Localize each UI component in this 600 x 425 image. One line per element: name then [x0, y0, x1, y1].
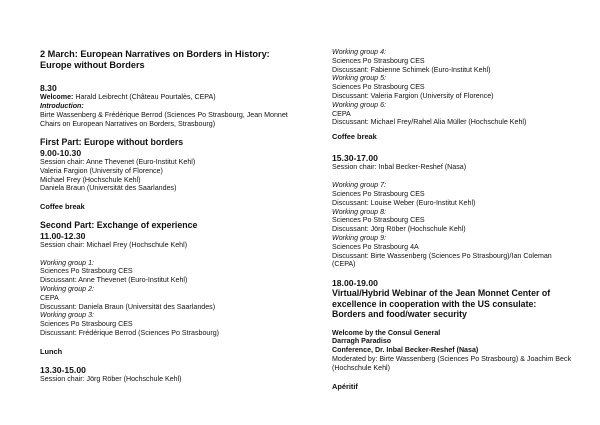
working-group-line: CEPA [332, 109, 351, 118]
working-group-label: Working group 8: [332, 207, 387, 216]
part1-line: Session chair: Anne Thevenet (Euro-Institut Kehl) [40, 158, 196, 166]
working-group-label: Working group 6: [332, 100, 387, 109]
session-chair: Session chair: Inbal Becker-Reshef (Nasa) [332, 163, 467, 172]
welcome-label: Welcome: [40, 93, 74, 102]
welcome-time: 8.30 [40, 83, 57, 93]
working-group-line: Sciences Po Strasbourg CES [332, 189, 425, 198]
welcome-text: Harald Leibrecht (Château Pourtalès, CEPA) [73, 93, 216, 102]
working-group-line: Sciences Po Strasbourg CES [332, 83, 425, 92]
working-group-line: Sciences Po Strasbourg CES [332, 56, 425, 65]
working-group-line: Sciences Po Strasbourg 4A [332, 242, 419, 251]
intro-label: Introduction: [40, 102, 84, 110]
working-group-line: Discussant: Anne Thevenet (Euro-Institut Kehl) [40, 276, 188, 285]
webinar-time: 18.00-19.00 [332, 278, 378, 289]
working-group-line: Discussant: Daniela Braun (Universität des Saarlandes) [40, 302, 216, 311]
part2-time: 11.00-12.30 [40, 230, 86, 241]
conference-line: Conference, Dr. Inbal Becker-Reshef (Nasa) [332, 346, 479, 355]
welcome-line [40, 93, 290, 102]
left-column [40, 49, 290, 384]
working-group-line: Discussant: Louise Weber (Euro-Institut Kehl) [332, 198, 476, 207]
consul-welcome: Welcome by the Consul General [332, 328, 441, 337]
working-group-label: Working group 4: [332, 48, 387, 56]
working-group-line: Discussant: Michael Frey/Rahel Alia Müller (Hochschule Kehl) [332, 118, 527, 127]
working-group-line: CEPA [40, 293, 59, 302]
right-column [332, 48, 572, 391]
part2-chair: Session chair: Michael Frey (Hochschule Kehl) [40, 240, 188, 249]
working-group-line: Discussant: Fabienne Schimek (Euro-Institut Kehl) [332, 65, 491, 74]
working-group-line: Discussant: Jörg Röber (Hochschule Kehl) [332, 225, 466, 234]
day-title: 2 March: European Narratives on Borders in History: Europe without Borders [40, 49, 270, 70]
session-time: 15.30-17.00 [332, 153, 378, 164]
working-group-label: Working group 1: [40, 258, 95, 267]
working-group-line: Discussant: Frédérique Berrod (Sciences Po Strasbourg) [40, 328, 219, 337]
working-group-label: Working group 5: [332, 74, 387, 83]
working-group-line: Sciences Po Strasbourg CES [40, 267, 133, 276]
working-group-line: Sciences Po Strasbourg CES [332, 216, 425, 225]
working-group-line: Discussant: Birte Wassenberg (Sciences Po Strasbourg)/Ian Coleman (CEPA) [332, 251, 552, 269]
moderated-line: Moderated by: Birte Wassenberg (Sciences Po Strasbourg) & Joachim Beck (Hochschule Kehl) [332, 354, 572, 372]
working-group-label: Working group 7: [332, 181, 387, 190]
coffee-break: Coffee break [332, 132, 377, 142]
consul-name: Darragh Paradiso [332, 337, 392, 346]
part1-line: Michael Frey (Hochschule Kehl) [40, 175, 141, 184]
working-group-label: Working group 3: [40, 311, 95, 320]
afternoon-chair: Session chair: Jörg Röber (Hochschule Kehl) [40, 374, 182, 383]
intro-text: Birte Wassenberg & Frédérique Berrod (Sciences Po Strasbourg, Jean Monnet Chairs on European Narratives on Borders, Strasbourg) [40, 110, 288, 128]
webinar-title: Virtual/Hybrid Webinar of the Jean Monnet Center of excellence in cooperation with the US consulate: Borders and food/water security [332, 288, 551, 320]
working-group-line: Sciences Po Strasbourg CES [40, 320, 133, 329]
working-group-label: Working group 2: [40, 284, 95, 293]
working-group-line: Discussant: Valeria Fargion (University of Florence) [332, 91, 494, 100]
afternoon-time: 13.30-15.00 [40, 364, 86, 375]
coffee-break: Coffee break [40, 202, 85, 212]
part1-line: Daniela Braun (Universität des Saarlandes) [40, 184, 177, 193]
lunch-label: Lunch [40, 346, 63, 356]
working-group-label: Working group 9: [332, 233, 387, 242]
part1-line: Valeria Fargion (University of Florence) [40, 166, 163, 175]
aperitif-label: Apéritif [332, 381, 358, 391]
part1-time: 9.00-10.30 [40, 147, 82, 158]
part1-title: First Part: Europe without borders [40, 137, 184, 148]
part2-title: Second Part: Exchange of experience [40, 220, 198, 231]
